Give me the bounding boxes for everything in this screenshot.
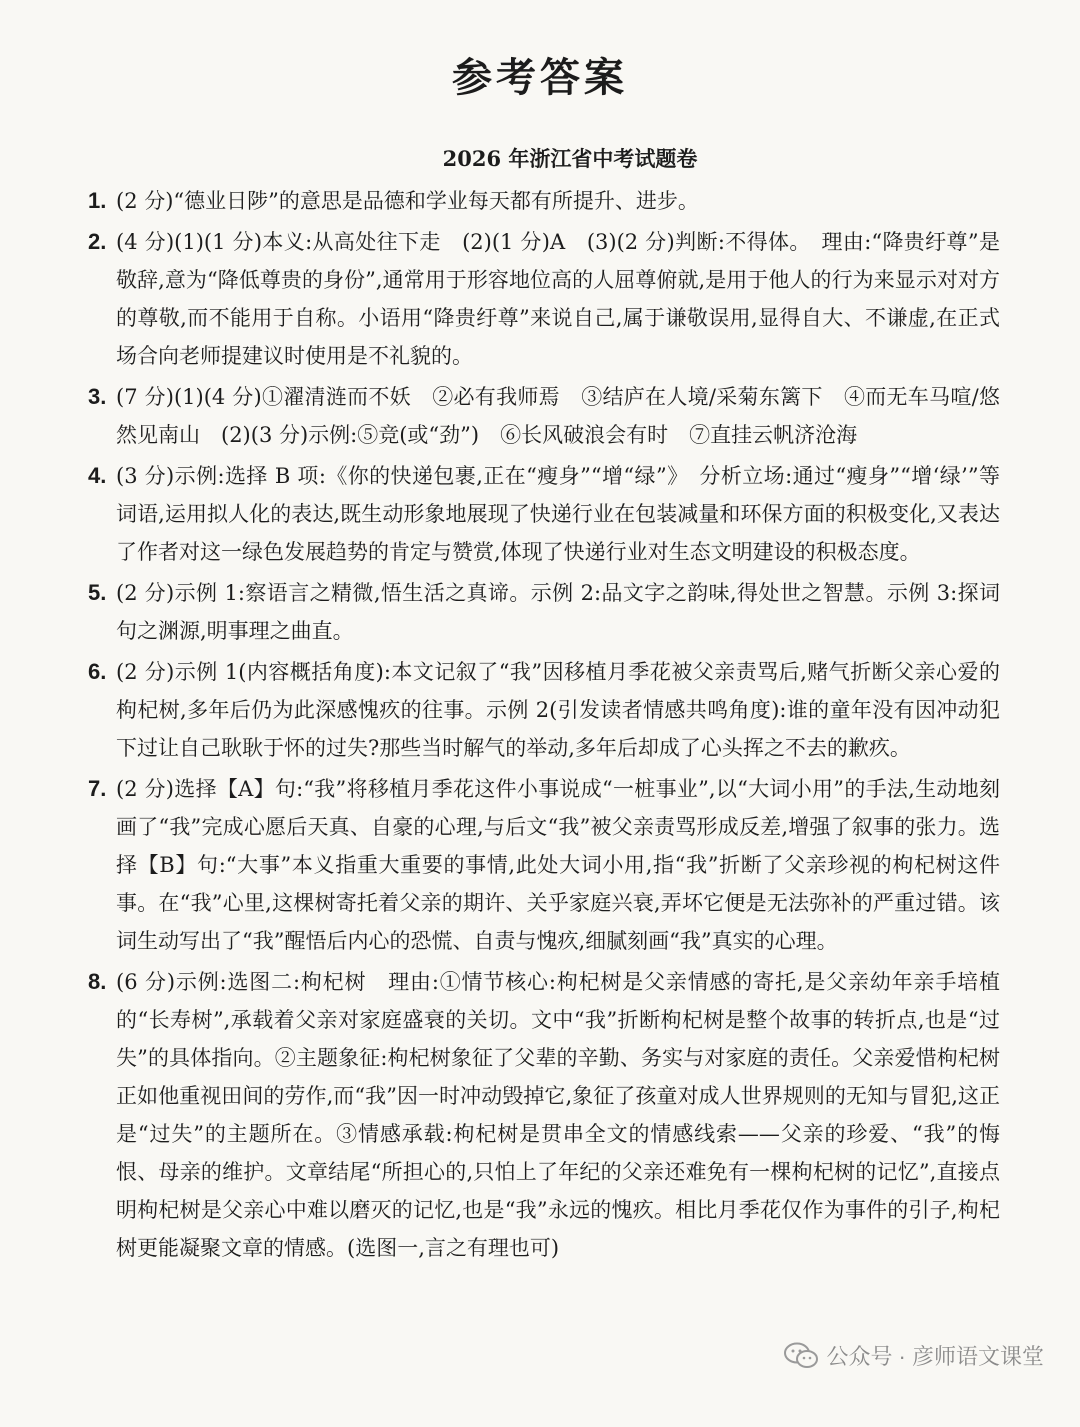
answer-item-4 (88, 457, 1000, 571)
answer-number: 2. (88, 229, 107, 254)
answer-number: 7. (88, 776, 107, 801)
answer-number: 6. (88, 659, 107, 684)
answer-text: (2 分)示例 1:察语言之精微,悟生活之真谛。示例 2:品文字之韵味,得处世之智慧。示例 3:探词句之渊源,明事理之曲直。 (116, 581, 1000, 643)
answer-text: (4 分)(1)(1 分)本义:从高处往下走 (2)(1 分)A (3)(2 分)判断:不得体。 理由:“降贵纡尊”是敬辞,意为“降低尊贵的身份”,通常用于形容地位高的人屈尊俯就,是用于他人的行为来显示对对方的尊敬,而不能用于自称。小语用“降贵纡尊”来说自己,属于谦敬误用,显得自大、不谦虚,在正式场合向老师提建议时使用是不礼貌的。 (116, 230, 1000, 368)
answer-number: 4. (88, 463, 107, 488)
answer-text: (3 分)示例:选择 B 项:《你的快递包裹,正在“瘦身”“增“绿”》 分析立场:通过“瘦身”“增‘绿’”等词语,运用拟人化的表达,既生动形象地展现了快递行业在包装减量和环保方面的积极变化,又表达了作者对这一绿色发展趋势的肯定与赞赏,体现了快递行业对生态文明建设的积极态度。 (116, 464, 1000, 564)
answer-text: (7 分)(1)(4 分)①濯清涟而不妖 ②必有我师焉 ③结庐在人境/采菊东篱下 ④而无车马喧/悠然见南山 (2)(3 分)示例:⑤竞(或“劲”) ⑥长风破浪会有时 ⑦直挂云帆济沧海 (116, 385, 1000, 447)
answer-item-3 (88, 378, 1000, 454)
answer-text: (2 分)选择【A】句:“我”将移植月季花这件小事说成“一桩事业”,以“大词小用”的手法,生动地刻画了“我”完成心愿后天真、自豪的心理,与后文“我”被父亲责骂形成反差,增强了叙事的张力。选择【B】句:“大事”本义指重大重要的事情,此处大词小用,指“我”折断了父亲珍视的枸杞树这件事。在“我”心里,这棵树寄托着父亲的期许、关乎家庭兴衰,弄坏它便是无法弥补的严重过错。该词生动写出了“我”醒悟后内心的恐慌、自责与愧疚,细腻刻画“我”真实的心理。 (116, 777, 1000, 953)
answer-list (88, 182, 1000, 1270)
answer-number: 5. (88, 580, 107, 605)
watermark-text: 公众号 · 彦师语文课堂 (826, 1344, 1044, 1369)
answer-item-5 (88, 574, 1000, 650)
wechat-icon (784, 1342, 818, 1370)
answer-number: 3. (88, 384, 107, 409)
answer-text: (6 分)示例:选图二:枸杞树 理由:①情节核心:枸杞树是父亲情感的寄托,是父亲幼年亲手培植的“长寿树”,承载着父亲对家庭盛衰的关切。文中“我”折断枸杞树是整个故事的转折点,也是“过失”的具体指向。②主题象征:枸杞树象征了父辈的辛勤、务实与对家庭的责任。父亲爱惜枸杞树正如他重视田间的劳作,而“我”因一时冲动毁掉它,象征了孩童对成人世界规则的无知与冒犯,这正是“过失”的主题所在。③情感承载:枸杞树是贯串全文的情感线索——父亲的珍爱、“我”的悔恨、母亲的维护。文章结尾“所担心的,只怕上了年纪的父亲还难免有一棵枸杞树的记忆”,直接点明枸杞树是父亲心中难以磨灭的记忆,也是“我”永远的愧疚。相比月季花仅作为事件的引子,枸杞树更能凝聚文章的情感。(选图一,言之有理也可) (116, 970, 1000, 1260)
answer-text: (2 分)示例 1(内容概括角度):本文记叙了“我”因移植月季花被父亲责骂后,赌气折断父亲心爱的枸杞树,多年后仍为此深感愧疚的往事。示例 2(引发读者情感共鸣角度):谁的童年没有因冲动犯下过让自己耿耿于怀的过失?那些当时解气的举动,多年后却成了心头挥之不去的歉疚。 (116, 660, 1000, 760)
answer-number: 1. (88, 188, 107, 213)
page-title: 参考答案 (452, 54, 628, 101)
exam-subtitle: 2026 年浙江省中考试题卷 (442, 146, 698, 171)
answer-item-8 (88, 963, 1000, 1267)
answer-item-2 (88, 223, 1000, 375)
answer-item-6 (88, 653, 1000, 767)
watermark (784, 1340, 1044, 1371)
answer-text: (2 分)“德业日陟”的意思是品德和学业每天都有所提升、进步。 (116, 189, 699, 213)
answer-item-7 (88, 770, 1000, 960)
answer-number: 8. (88, 969, 107, 994)
answer-item-1 (88, 182, 1000, 220)
